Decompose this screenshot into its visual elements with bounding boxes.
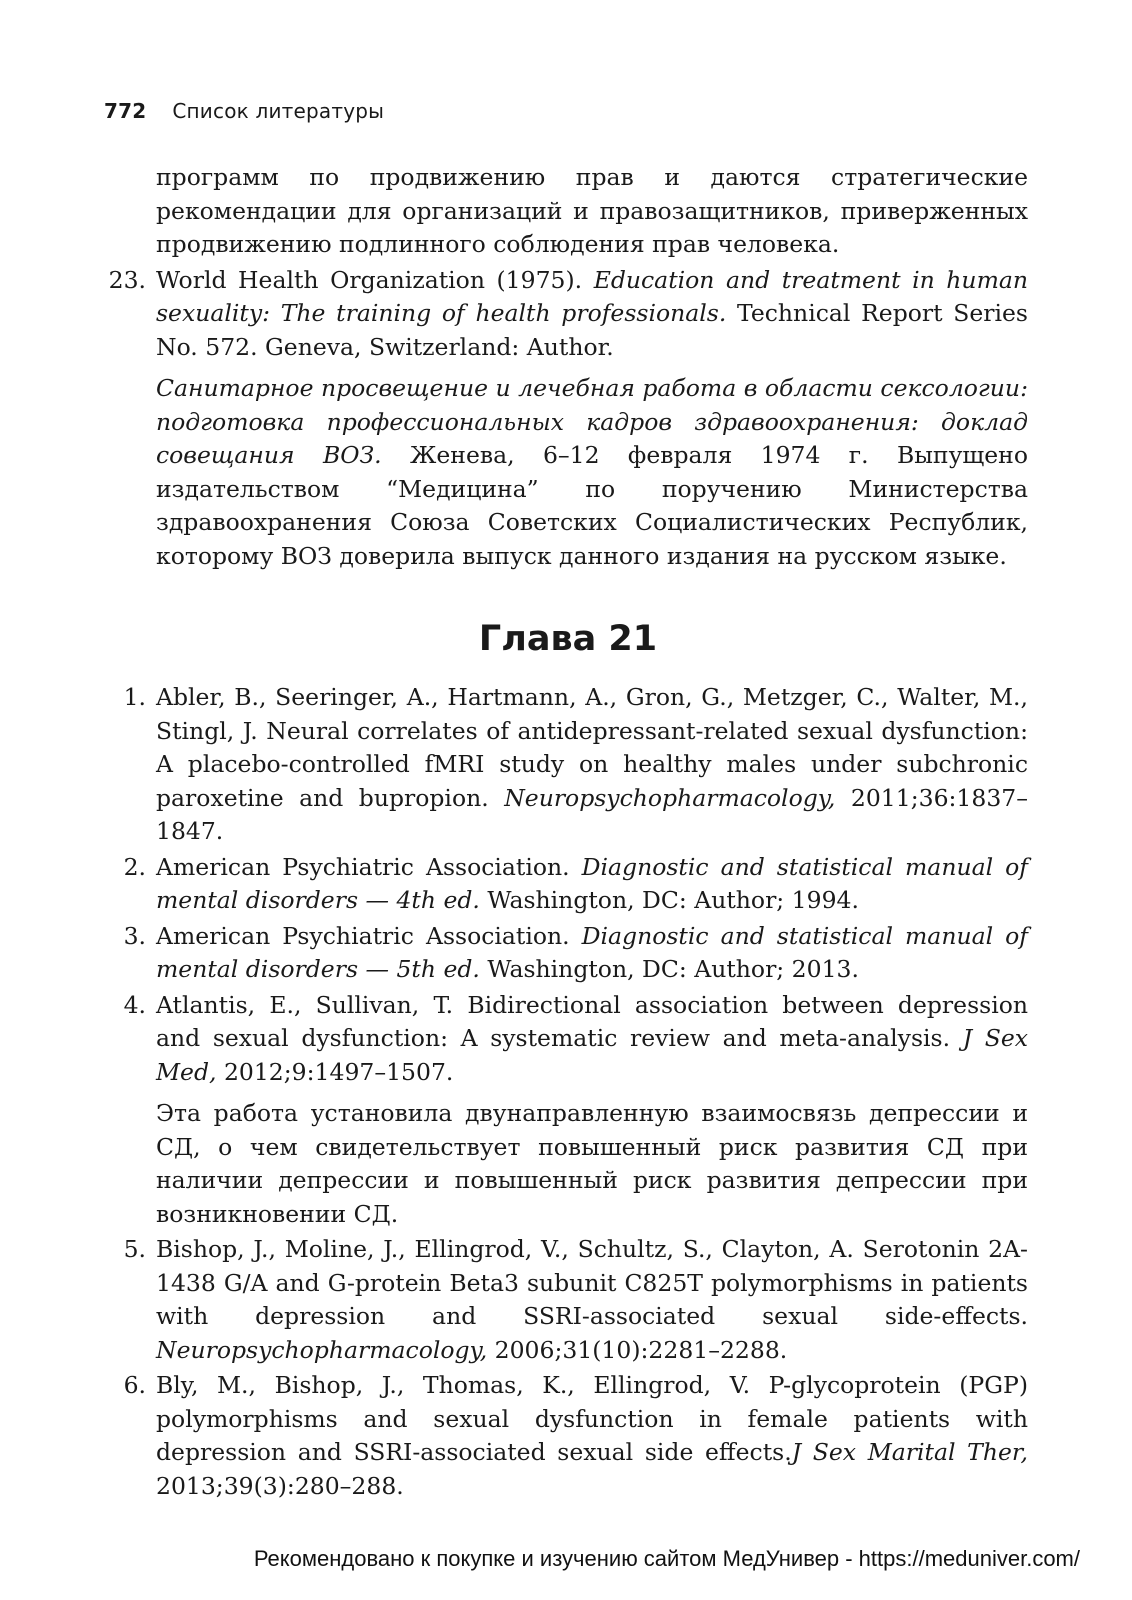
reference-citation: Washington, DC: Author; 1994.	[479, 886, 859, 914]
reference-journal: J Sex Marital Ther,	[791, 1438, 1028, 1466]
reference-entry	[108, 989, 1028, 1090]
reference-main-text: American Psychiatric Association.	[156, 921, 582, 950]
reference-entry	[108, 920, 1028, 987]
reference-number: 5.	[123, 1235, 146, 1263]
page-number: 772	[104, 99, 147, 123]
annotation-text: Женева, 6–12 февраля 1974 г. Выпущено издательством “Медицина” по поручению Министерства здравоохранения Союза Советских Социалистических Республик, которому ВОЗ доверила выпуск данного издания на русском языке.	[156, 441, 1028, 570]
reference-main-text: Abler, B., Seeringer, A., Hartmann, A., Gron, G., Metzger, C., Walter, M., Stingl, J. Neural correlates of antidepressant-related sexual dysfunction: A placebo-controlled fMRI study on healthy males under subchronic paroxetine and bupropion.	[156, 683, 1028, 812]
bibliography-body	[108, 161, 1028, 1503]
annotation-title: Санитарное просвещение и лечебная работа в области сексологии: подготовка профессиональных кадров здравоохранения: доклад совещания ВОЗ.	[156, 374, 1028, 469]
reference-citation: 2006;31(10):2281–2288.	[487, 1335, 788, 1364]
carryover-paragraph: программ по продвижению прав и даются стратегические рекомендации для организаций и правозащитников, приверженных продвижению подлинного соблюдения прав человека.	[156, 163, 1028, 258]
reference-number: 1.	[123, 683, 146, 711]
reference-citation: 2011;36:1837–1847.	[156, 783, 1028, 845]
reference-number: 4.	[123, 990, 146, 1019]
reference-text	[156, 851, 1028, 918]
reference-text	[156, 681, 1028, 849]
reference-citation: 2012;9:1497–1507.	[216, 1057, 454, 1086]
reference-text	[156, 920, 1028, 987]
reference-journal: Neuropsychopharmacology,	[156, 1335, 488, 1364]
reference-title: Education and treatment in human sexuality: The training of health professionals.	[156, 265, 1028, 327]
reference-text	[156, 264, 1028, 365]
reference-number: 23.	[108, 265, 146, 294]
reference-entry	[108, 851, 1028, 918]
reference-text	[156, 989, 1028, 1090]
reference-number: 2.	[123, 852, 146, 881]
reference-journal: Diagnostic and statistical manual of mental disorders — 5th ed.	[156, 921, 1029, 983]
reference-number: 6.	[123, 1371, 146, 1399]
reference-main-text: Bly, M., Bishop, J., Thomas, K., Ellingrod, V. P-glycoprotein (PGP) polymorphisms and sexual dysfunction in female patients with depression and SSRI-associated sexual side effects.	[156, 1371, 1028, 1466]
reference-number: 3.	[123, 921, 146, 950]
running-title: Список литературы	[172, 99, 385, 123]
reference-entry	[108, 681, 1028, 849]
reference-annotation: Эта работа установила двунаправленную взаимосвязь депрессии и СД, о чем свидетельствует повышенный риск развития СД при наличии депрессии и повышенный риск развития депрессии при возникновении СД.	[156, 1099, 1028, 1228]
reference-journal: Diagnostic and statistical manual of mental disorders — 4th ed.	[156, 852, 1029, 914]
reference-text	[156, 1369, 1028, 1503]
reference-citation: 2013;39(3):280–288.	[156, 1471, 404, 1500]
reference-main-text: American Psychiatric Association.	[156, 852, 582, 881]
running-header	[104, 99, 384, 123]
reference-entry	[108, 1233, 1028, 1367]
reference-main-text: Bishop, J., Moline, J., Ellingrod, V., Schultz, S., Clayton, A. Serotonin 2A-1438 G/A and G-protein Beta3 subunit C825T polymorphisms in patients with depression and SSRI-associated sexual side-effects.	[156, 1235, 1028, 1330]
reference-journal: Neuropsychopharmacology,	[504, 783, 836, 812]
reference-entry	[108, 1369, 1028, 1503]
reference-text	[156, 1233, 1028, 1367]
reference-journal: J Sex Med,	[156, 1024, 1028, 1086]
reference-authors: World Health Organization (1975).	[156, 265, 594, 294]
reference-entry-23	[108, 264, 1028, 365]
reference-annotation-23	[156, 372, 1028, 573]
reference-main-text: Atlantis, E., Sullivan, T. Bidirectional association between depression and sexual dysfunction: A systematic review and meta-analysis.	[156, 990, 1028, 1052]
reference-details: Technical Report Series No. 572. Geneva, Switzerland: Author.	[156, 299, 1028, 361]
reference-citation: Washington, DC: Author; 2013.	[479, 955, 859, 983]
chapter-heading: Глава 21	[478, 619, 658, 659]
watermark-footer: Рекомендовано к покупке и изучению сайтом МедУнивер - https://meduniver.com/	[253, 1546, 1080, 1571]
